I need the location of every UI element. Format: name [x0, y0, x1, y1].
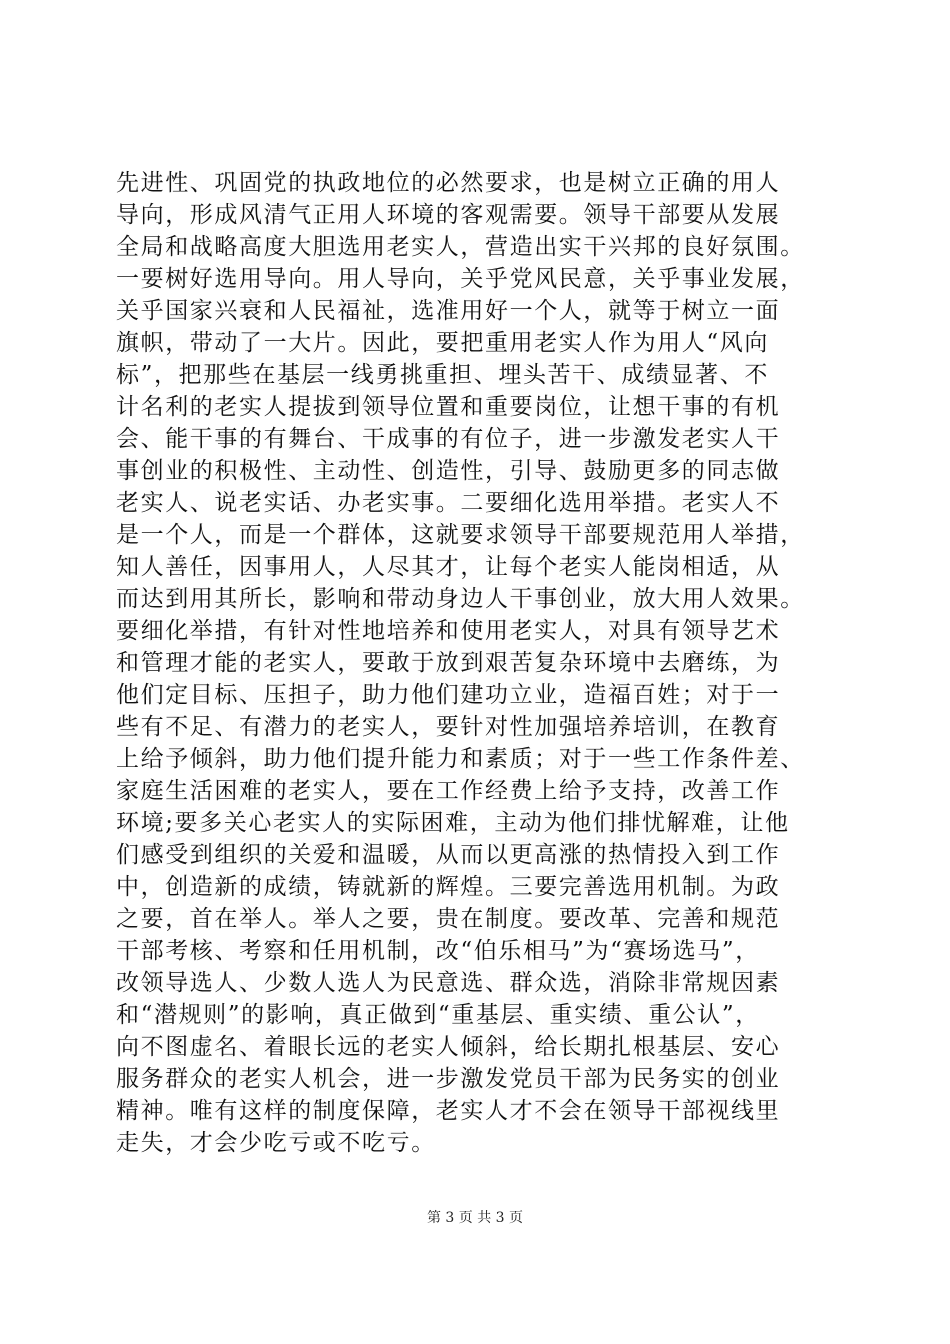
- text-line: 要细化举措，有针对性地培养和使用老实人，对具有领导艺术: [116, 618, 781, 644]
- text-line: 些有不足、有潜力的老实人，要针对性加强培养培训，在教育: [116, 714, 781, 740]
- text-line: 一要树好选用导向。用人导向，关乎党风民意，关乎事业发展，: [116, 266, 805, 292]
- text-line: 干部考核、考察和任用机制，改“伯乐相马”为“赛场选马”，: [116, 938, 760, 964]
- text-line: 服务群众的老实人机会，进一步激发党员干部为民务实的创业: [116, 1066, 781, 1092]
- text-line: 计名利的老实人提拔到领导位置和重要岗位，让想干事的有机: [116, 394, 781, 420]
- text-line: 精神。唯有这样的制度保障，老实人才不会在领导干部视线里: [116, 1098, 781, 1124]
- text-line: 和“潜规则”的影响，真正做到“重基层、重实绩、重公认”，: [116, 1002, 760, 1028]
- text-line: 环境;要多关心老实人的实际困难，主动为他们排忧解难，让他: [116, 810, 790, 836]
- text-line: 而达到用其所长，影响和带动身边人干事创业，放大用人效果。: [116, 586, 805, 612]
- text-line: 标”，把那些在基层一线勇挑重担、埋头苦干、成绩显著、不: [116, 362, 769, 388]
- text-line: 中，创造新的成绩，铸就新的辉煌。三要完善选用机制。为政: [116, 874, 781, 900]
- text-line: 关乎国家兴衰和人民福祉，选准用好一个人，就等于树立一面: [116, 298, 781, 324]
- text-line: 是一个人，而是一个群体，这就要求领导干部要规范用人举措，: [116, 522, 805, 548]
- text-line: 向不图虚名、着眼长远的老实人倾斜，给长期扎根基层、安心: [116, 1034, 781, 1060]
- text-line: 和管理才能的老实人，要敢于放到艰苦复杂环境中去磨练，为: [116, 650, 781, 676]
- page-number-footer: 第 3 页 共 3 页: [426, 1210, 524, 1226]
- text-line: 家庭生活困难的老实人，要在工作经费上给予支持，改善工作: [116, 778, 781, 804]
- body-paragraph: [116, 167, 846, 1159]
- text-line: 知人善任，因事用人，人尽其才，让每个老实人能岗相适，从: [116, 554, 781, 580]
- text-line: 他们定目标、压担子，助力他们建功立业，造福百姓；对于一: [116, 682, 781, 708]
- text-line: 老实人、说老实话、办老实事。二要细化选用举措。老实人不: [116, 490, 781, 516]
- text-line: 旗帜，带动了一大片。因此，要把重用老实人作为用人“风向: [116, 330, 769, 356]
- text-line: 之要，首在举人。举人之要，贵在制度。要改革、完善和规范: [116, 906, 781, 932]
- text-line: 们感受到组织的关爱和温暖，从而以更高涨的热情投入到工作: [116, 842, 781, 868]
- text-line: 全局和战略高度大胆选用老实人，营造出实干兴邦的良好氛围。: [116, 234, 805, 260]
- text-line: 改领导选人、少数人选人为民意选、群众选，消除非常规因素: [116, 970, 781, 996]
- text-line: 导向，形成风清气正用人环境的客观需要。领导干部要从发展: [116, 202, 781, 228]
- text-line: 会、能干事的有舞台、干成事的有位子，进一步激发老实人干: [116, 426, 781, 452]
- text-line: 走失，才会少吃亏或不吃亏。: [116, 1130, 436, 1156]
- text-line: 事创业的积极性、主动性、创造性，引导、鼓励更多的同志做: [116, 458, 781, 484]
- text-line: 先进性、巩固党的执政地位的必然要求，也是树立正确的用人: [116, 170, 781, 196]
- text-line: 上给予倾斜，助力他们提升能力和素质；对于一些工作条件差、: [116, 746, 805, 772]
